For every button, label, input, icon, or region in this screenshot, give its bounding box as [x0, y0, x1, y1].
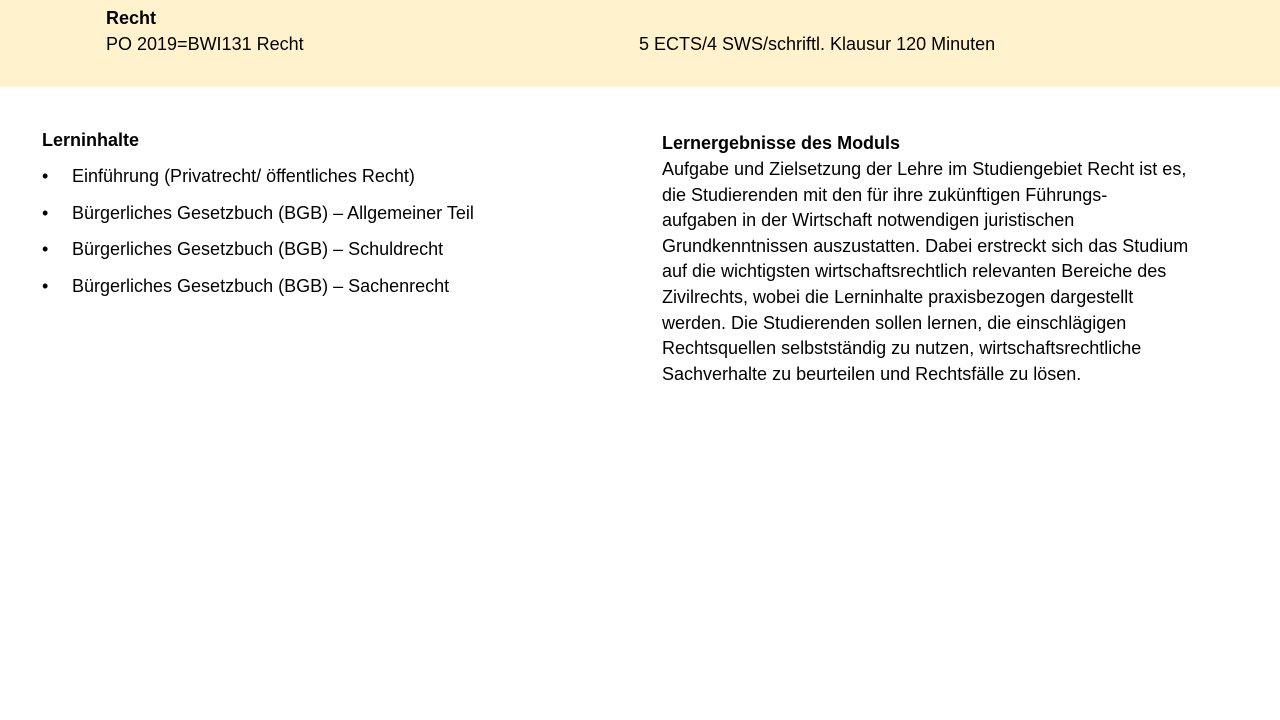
- text-line: die Studierenden mit den für ihre zukünftigen Führungs-: [662, 184, 1108, 205]
- learning-contents-heading: Lerninhalte: [42, 130, 140, 150]
- list-item: [42, 238, 602, 260]
- module-ects-info: 5 ECTS/4 SWS/schriftl. Klausur 120 Minuten: [639, 34, 996, 54]
- text-line: Zivilrechts, wobei die Lerninhalte praxisbezogen dargestellt: [662, 286, 1134, 307]
- text-line: Sachverhalte zu beurteilen und Rechtsfälle zu lösen.: [662, 363, 1082, 384]
- list-item-text: Bürgerliches Gesetzbuch (BGB) – Allgemeiner Teil: [72, 202, 474, 223]
- list-item: [42, 165, 602, 187]
- module-po-code: PO 2019=BWI131 Recht: [106, 34, 304, 54]
- list-item-text: Bürgerliches Gesetzbuch (BGB) – Sachenrecht: [72, 275, 450, 296]
- bullet-icon: •: [42, 166, 49, 186]
- list-item-text: Einführung (Privatrecht/ öffentliches Recht): [72, 166, 415, 186]
- bullet-icon: •: [42, 239, 49, 259]
- list-item: [42, 202, 602, 224]
- bullet-icon: •: [42, 202, 49, 223]
- module-title: Recht: [106, 8, 157, 28]
- list-item-text: Bürgerliches Gesetzbuch (BGB) – Schuldrecht: [72, 239, 444, 259]
- learning-outcomes-text: [662, 157, 1237, 387]
- list-item: [42, 275, 602, 297]
- learning-contents-list: [42, 165, 602, 297]
- text-line: auf die wichtigsten wirtschaftsrechtlich relevanten Bereiche des: [662, 261, 1167, 282]
- text-line: Aufgabe und Zielsetzung der Lehre im Studiengebiet Recht ist es,: [662, 159, 1187, 179]
- text-line: aufgaben in der Wirtschaft notwendigen juristischen: [662, 210, 1075, 231]
- text-line: werden. Die Studierenden sollen lernen, die einschlägigen: [662, 312, 1127, 333]
- learning-outcomes-section: [662, 132, 1237, 387]
- text-line: Grundkenntnissen auszustatten. Dabei erstreckt sich das Studium: [662, 235, 1189, 256]
- learning-contents-section: [42, 129, 602, 311]
- learning-outcomes-heading: Lernergebnisse des Moduls: [662, 133, 901, 153]
- text-line: Rechtsquellen selbstständig zu nutzen, wirtschaftsrechtliche: [662, 338, 1142, 359]
- bullet-icon: •: [42, 275, 49, 296]
